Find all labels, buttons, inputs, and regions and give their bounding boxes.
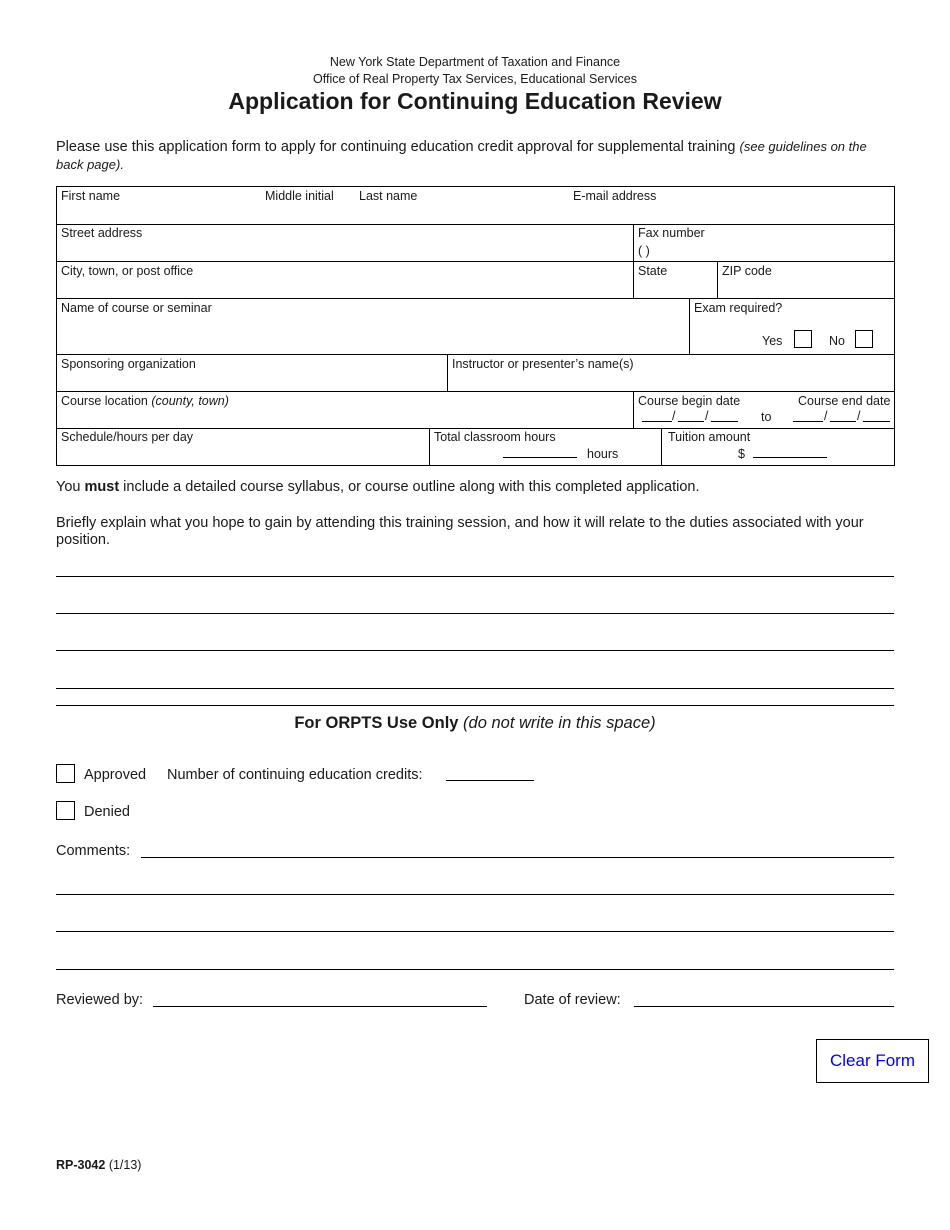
col-divider: [661, 428, 662, 465]
credits-label: Number of continuing education credits:: [167, 767, 423, 783]
comments-line[interactable]: [141, 857, 894, 858]
row-divider: [57, 298, 894, 299]
zip-label: ZIP code: [722, 264, 772, 278]
office-name: Office of Real Property Tax Services, Educational Services: [313, 72, 637, 86]
comments-label: Comments:: [56, 843, 131, 859]
form-id: RP-3042: [56, 1158, 106, 1172]
department-name: New York State Department of Taxation and Finance: [329, 55, 621, 69]
approved-checkbox[interactable]: [56, 764, 75, 783]
zip-input[interactable]: [722, 279, 894, 298]
email-label: E-mail address: [573, 189, 657, 203]
applicant-info-grid: [56, 186, 895, 466]
exam-no-checkbox[interactable]: [855, 330, 873, 348]
begin-month-blank[interactable]: [642, 421, 672, 422]
state-label: State: [638, 264, 668, 278]
section-divider: [56, 705, 894, 706]
state-input[interactable]: [638, 279, 718, 298]
clear-form-button[interactable]: Clear Form: [816, 1039, 929, 1083]
begin-day-blank[interactable]: [678, 421, 704, 422]
email-input[interactable]: [573, 205, 893, 224]
row-divider: [57, 224, 894, 225]
end-year-blank[interactable]: [863, 421, 890, 422]
comments-line[interactable]: [56, 931, 894, 932]
total-hours-label: Total classroom hours: [434, 430, 556, 444]
orpts-title: For ORPTS Use Only: [294, 714, 459, 732]
date-separator: /: [705, 409, 709, 423]
course-name-label: Name of course or seminar: [61, 301, 212, 315]
orpts-heading: [0, 714, 950, 733]
fax-label: Fax number: [638, 226, 705, 240]
dollar-sign: $: [738, 447, 745, 461]
row-divider: [57, 391, 894, 392]
credits-blank[interactable]: [446, 780, 534, 781]
last-name-input[interactable]: [359, 205, 573, 224]
end-date-label: Course end date: [798, 394, 891, 408]
answer-line[interactable]: [56, 650, 894, 651]
course-name-input[interactable]: [61, 319, 689, 351]
date-separator: /: [672, 409, 676, 423]
syllabus-instruction: [56, 479, 700, 495]
row-divider: [57, 261, 894, 262]
begin-date-label: Course begin date: [638, 394, 741, 408]
reviewed-by-label: Reviewed by:: [56, 992, 144, 1008]
date-of-review-label: Date of review:: [524, 992, 621, 1008]
street-address-input[interactable]: [61, 242, 633, 261]
intro-main: Please use this application form to apply for continuing education credit approval for supplemental training: [56, 139, 740, 155]
form-revision: (1/13): [105, 1158, 142, 1172]
intro-text: [56, 138, 896, 174]
exam-no-label: No: [829, 334, 845, 348]
reviewed-by-line[interactable]: [153, 1006, 487, 1007]
last-name-label: Last name: [359, 189, 418, 203]
tuition-blank[interactable]: [753, 457, 827, 458]
instructor-input[interactable]: [452, 372, 893, 391]
sponsor-input[interactable]: [61, 372, 447, 391]
street-address-label: Street address: [61, 226, 143, 240]
orpts-note: (do not write in this space): [458, 714, 656, 732]
date-separator: /: [824, 409, 828, 423]
middle-initial-label: Middle initial: [265, 189, 334, 203]
col-divider: [429, 428, 430, 465]
begin-year-blank[interactable]: [711, 421, 738, 422]
must-pre: You: [56, 479, 85, 495]
date-separator: /: [857, 409, 861, 423]
col-divider: [633, 391, 634, 428]
sponsor-label: Sponsoring organization: [61, 357, 196, 371]
middle-initial-input[interactable]: [265, 205, 359, 224]
end-month-blank[interactable]: [793, 421, 823, 422]
answer-line[interactable]: [56, 613, 894, 614]
col-divider: [447, 354, 448, 391]
exam-required-label: Exam required?: [694, 301, 783, 315]
explain-instruction: Briefly explain what you hope to gain by attending this training session, and how it will relate to the duties associated with your position.: [56, 515, 864, 548]
date-of-review-line[interactable]: [634, 1006, 894, 1007]
course-location-label: [61, 394, 229, 408]
row-divider: [57, 428, 894, 429]
comments-line[interactable]: [56, 894, 894, 895]
city-label: City, town, or post office: [61, 264, 194, 278]
form-title: Application for Continuing Education Review: [228, 88, 722, 114]
col-divider: [633, 224, 634, 298]
form-footer: [56, 1158, 141, 1172]
denied-checkbox[interactable]: [56, 801, 75, 820]
answer-line[interactable]: [56, 688, 894, 689]
course-location-input[interactable]: [61, 409, 633, 428]
first-name-label: First name: [61, 189, 121, 203]
course-location-note: (county, town): [151, 394, 229, 408]
schedule-label: Schedule/hours per day: [61, 430, 194, 444]
approved-label: Approved: [84, 767, 147, 783]
end-day-blank[interactable]: [830, 421, 856, 422]
fax-input[interactable]: [693, 242, 893, 261]
first-name-input[interactable]: [61, 205, 265, 224]
total-hours-blank[interactable]: [503, 457, 577, 458]
exam-yes-label: Yes: [762, 334, 783, 348]
course-location-text: Course location: [61, 394, 152, 408]
intro-note: (see guidelines on the back page).: [56, 139, 867, 172]
fax-area-code: ( ): [638, 244, 650, 258]
col-divider: [689, 298, 690, 354]
denied-label: Denied: [84, 804, 130, 820]
must-post: include a detailed course syllabus, or course outline along with this completed application.: [119, 479, 700, 495]
city-input[interactable]: [61, 279, 633, 298]
schedule-input[interactable]: [61, 445, 429, 464]
must-emphasis: must: [84, 479, 120, 495]
row-divider: [57, 354, 894, 355]
instructor-label: Instructor or presenter’s name(s): [452, 357, 634, 371]
tuition-label: Tuition amount: [668, 430, 751, 444]
date-to-label: to: [761, 410, 772, 424]
answer-line[interactable]: [56, 576, 894, 577]
exam-yes-checkbox[interactable]: [794, 330, 812, 348]
hours-unit-label: hours: [587, 447, 619, 461]
comments-line[interactable]: [56, 969, 894, 970]
